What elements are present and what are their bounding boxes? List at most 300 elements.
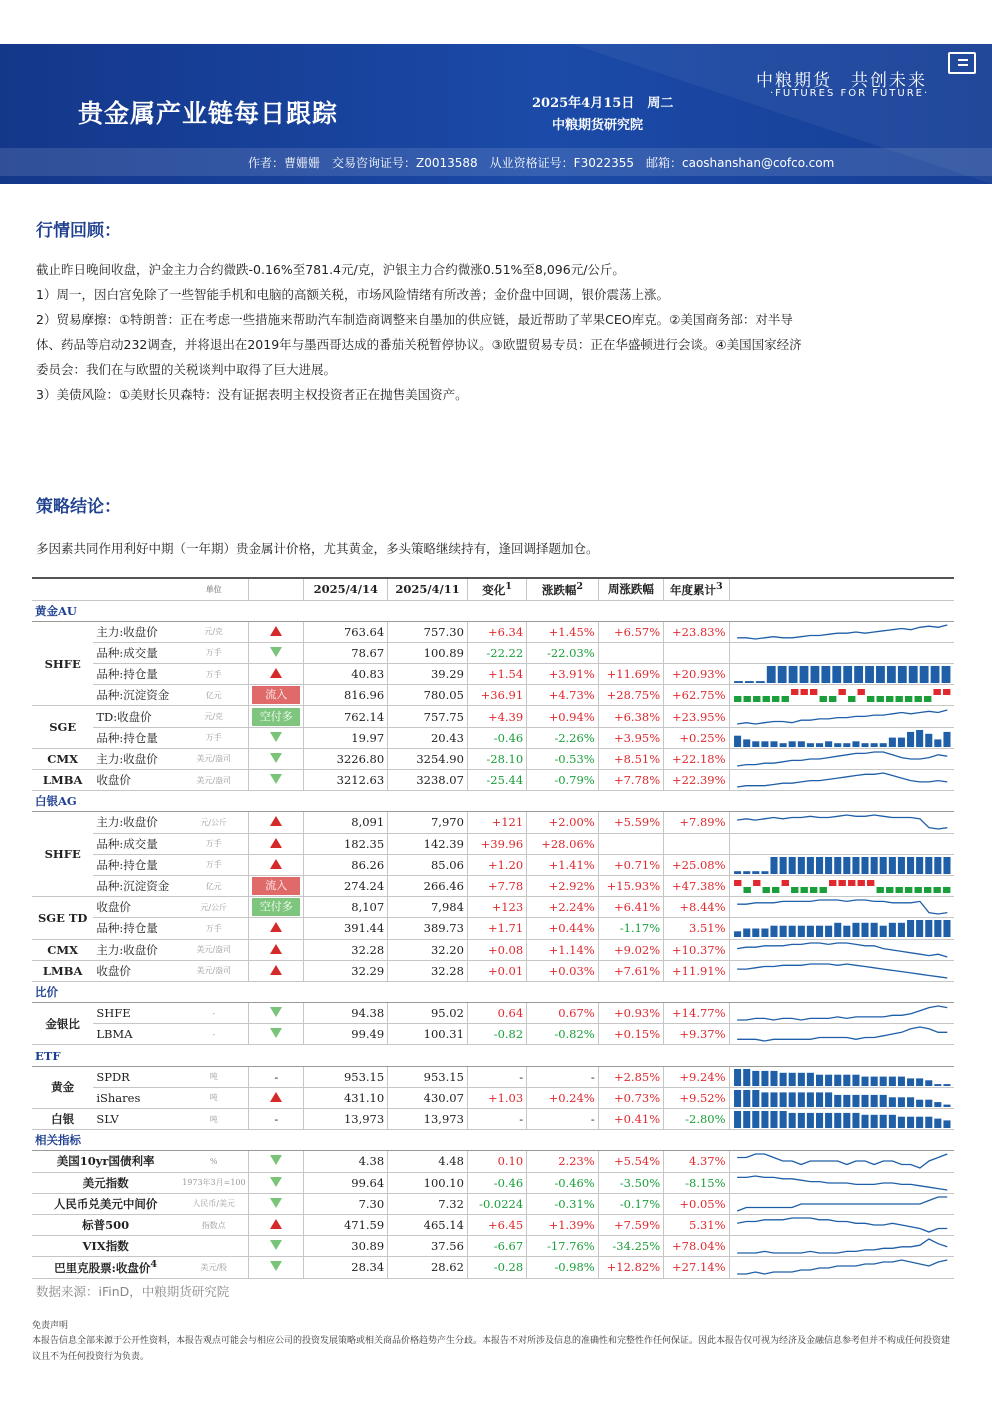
section-row [32,1130,954,1151]
indicator-label: 标普500 [82,1218,130,1233]
value-change: +1.20 [467,854,526,875]
sparkline-cell [729,939,954,960]
unit-label: 吨 [179,1087,249,1108]
value-pct: +1.41% [527,854,599,875]
value-week: +7.59% [598,1214,663,1235]
company-logo-text: 中粮期货 共创未来 [756,71,927,91]
direction-cell: - [249,1066,304,1087]
sparkline-bar [799,666,808,683]
sparkline-bar [888,737,895,746]
sparkline-path [737,1260,947,1274]
direction-cell [249,770,304,791]
value-date-2: 430.07 [388,1087,468,1108]
table-row [32,1257,954,1278]
sparkline-bar [870,1076,877,1085]
header-pct-label: 涨跌幅 [541,582,577,597]
review-line: 2）贸易摩擦：①特朗普：正在考虑一些措施来帮助汽车制造商调整来自墨加的供应链，最近帮助了苹果CEO库克。②美国商务部：对半导 [36,312,793,327]
header-pct [527,578,599,600]
sparkline-chart [733,962,951,980]
sparkline-path [737,752,947,766]
value-date-1: 99.49 [304,1024,388,1045]
sparkline-cell [729,1003,954,1024]
green-down-triangle-icon [270,732,282,742]
sparkline-cell [729,706,954,727]
sparkline-bar [770,1111,777,1128]
group-label: CMX [32,748,93,769]
sparkline-chart [733,813,951,831]
outflow-block [800,887,807,893]
sparkline-chart [733,729,951,747]
review-line: 委员会：我们在与欧盟的关税谈判中取得了巨大进展。 [36,362,337,377]
value-change: -28.10 [467,748,526,769]
header-unit: 单位 [179,578,249,600]
value-week: +7.61% [598,960,663,981]
indicator-label: 美元指数 [82,1175,129,1190]
value-pct: +2.92% [527,875,599,896]
header-change-label: 变化 [482,582,506,597]
sparkline-bar [743,1111,750,1128]
sparkline-bar [879,1076,886,1085]
value-change: -6.67 [467,1236,526,1257]
outflow-block [848,696,855,702]
value-week: +0.93% [598,1003,663,1024]
outflow-block [895,887,902,893]
value-week: +5.54% [598,1151,663,1172]
sparkline-bar [843,1113,850,1128]
header-date-1: 2025/4/14 [304,578,388,600]
value-week: +3.95% [598,727,663,748]
value-week: -0.17% [598,1193,663,1214]
table-row [32,854,954,875]
sparkline-bar [907,920,914,937]
value-ytd: +0.05% [664,1193,729,1214]
sparkline-bar [943,1105,950,1107]
sparkline-bar [916,730,923,747]
value-change: +1.71 [467,918,526,939]
sparkline-bar [806,1073,813,1086]
data-source: 数据来源：iFinD，中粮期货研究院 [36,1284,230,1299]
sparkline-cell [729,1193,954,1214]
sparkline-bar [925,734,932,747]
footnote-mark: 4 [150,1258,158,1270]
value-date-1: 8,091 [304,812,388,833]
sparkline-path [737,815,947,829]
sparkline-chart [733,686,951,704]
review-line: 1）周一，因白宫免除了一些智能手机和电脑的高额关税，市场风险情绪有所改善；金价盘中回调，银价震荡上涨。 [36,287,669,302]
sparkline-bar [925,920,932,937]
value-pct: +2.00% [527,812,599,833]
green-down-triangle-icon [270,1155,282,1165]
sparkline-bar [843,857,850,874]
value-ytd: -2.80% [664,1109,729,1130]
red-up-triangle-icon [270,1219,282,1229]
green-down-triangle-icon [270,1177,282,1187]
sparkline-bar [861,1115,868,1128]
value-change: -0.46 [467,1172,526,1193]
table-row [32,770,954,791]
sparkline-bar [752,1111,759,1128]
outflow-block [886,696,893,702]
item-label: 品种:沉淀资金 [93,875,179,896]
table-row [32,918,954,939]
sparkline-bar [816,1074,823,1085]
outflow-block [905,696,912,702]
table-row [32,833,954,854]
inflow-block [933,689,940,695]
sparkline-bar [897,923,904,937]
outflow-block [791,887,798,893]
sparkline-bar [825,1074,832,1085]
review-heading: 行情回顾： [36,221,121,241]
value-change: -0.28 [467,1257,526,1278]
sparkline-bar [907,1117,914,1128]
direction-cell [249,918,304,939]
sparkline-bar [916,1100,923,1107]
value-pct: -0.98% [527,1257,599,1278]
sparkline-chart [733,1237,951,1255]
sparkline-bar [752,929,759,938]
direction-cell [249,897,304,918]
unit-label: 元/克 [179,706,249,727]
value-ytd: +78.04% [664,1236,729,1257]
sparkline-bar [752,1071,759,1086]
value-pct: +0.03% [527,960,599,981]
value-date-2: 85.06 [388,854,468,875]
indicator-name [32,1193,179,1214]
sparkline-bar [943,1084,950,1086]
sparkline-bar [825,1092,832,1107]
sparkline-chart [733,941,951,959]
item-label: 收盘价 [93,960,179,981]
group-label: SGE [32,706,93,748]
sparkline-bar [788,666,797,683]
indicator-name [32,1236,179,1257]
table-row [32,621,954,642]
value-change: +36.91 [467,685,526,706]
header-spark-cell [729,578,954,600]
sparkline-chart [733,856,951,874]
outflow-block [886,887,893,893]
sparkline-bar [907,1078,914,1086]
value-date-2: 100.31 [388,1024,468,1045]
indicator-name [32,1214,179,1235]
value-date-1: 8,107 [304,897,388,918]
indicator-name [32,1172,179,1193]
sparkline-path [737,1006,947,1020]
sparkline-chart [733,1068,951,1086]
sparkline-bar [797,857,804,874]
sparkline-bar [888,923,895,937]
unit-label: 万手 [179,918,249,939]
value-date-1: 86.26 [304,854,388,875]
value-pct: -0.46% [527,1172,599,1193]
sparkline-bar [752,1090,759,1107]
sparkline-bar [888,1115,895,1128]
value-date-1: 30.89 [304,1236,388,1257]
sparkline-bar [834,1074,841,1085]
sparkline-bar [897,857,904,874]
sparkline-path [737,1176,947,1190]
sparkline-bar [752,741,759,747]
sparkline-bar [816,857,823,874]
value-change: 0.10 [467,1151,526,1172]
sparkline-cell [729,918,954,939]
value-ytd: +11.91% [664,960,729,981]
sparkline-bar [887,666,896,683]
value-week: +8.51% [598,748,663,769]
value-ytd: +62.75% [664,685,729,706]
sparkline-path [737,1197,947,1211]
value-date-2: 37.56 [388,1236,468,1257]
outflow-block [743,696,750,702]
sparkline-bar [934,857,941,874]
sparkline-bar [779,1073,786,1086]
sparkline-bar [919,666,928,683]
outflow-block [914,887,921,893]
table-row [32,812,954,833]
sparkline-bar [930,666,939,683]
indicator-name [32,1257,179,1278]
direction-cell [249,812,304,833]
value-ytd: +20.93% [664,664,729,685]
item-label: LBMA [93,1024,179,1045]
sparkline-bar [806,1113,813,1128]
direction-cell [249,960,304,981]
direction-cell [249,706,304,727]
sparkline-bar [843,666,852,683]
review-line: 体、药品等启动232调查，并将退出在2019年与墨西哥达成的番茄关税暂停协议。③欧盟贸易专员：正在华盛顿进行会谈。④美国国家经济 [36,337,802,352]
table-row [32,1109,954,1130]
sparkline-bar [861,1076,868,1085]
sparkline-bar [734,871,741,874]
strategy-heading: 策略结论： [36,497,121,517]
direction-cell [249,664,304,685]
sparkline-bar [770,1092,777,1107]
value-pct: -22.03% [527,642,599,663]
sparkline-bar [865,666,874,683]
section-row [32,981,954,1002]
green-down-triangle-icon [270,753,282,763]
item-label: 收盘价 [93,770,179,791]
item-label: 收盘价 [93,897,179,918]
item-label: SPDR [93,1066,179,1087]
value-week: +9.02% [598,939,663,960]
sparkline-bar [797,926,804,937]
inflow-block [753,880,760,886]
table-row [32,1066,954,1087]
direction-cell [249,854,304,875]
report-banner [0,44,992,184]
direction-cell [249,1172,304,1193]
value-ytd: +9.37% [664,1024,729,1045]
sparkline-bar [825,1113,832,1128]
sparkline-cell [729,1066,954,1087]
sparkline-chart [733,1174,951,1192]
value-change: -0.0224 [467,1193,526,1214]
unit-label: 美元/盎司 [179,770,249,791]
table-row [32,642,954,663]
table-row [32,664,954,685]
indicator-name [32,1151,179,1172]
sparkline-bar [788,926,795,937]
sparkline-bar [825,741,832,747]
sparkline-bar [897,1097,904,1107]
unit-label: - [179,1003,249,1024]
value-ytd: +47.38% [664,875,729,896]
outflow-block [867,696,874,702]
value-ytd [664,833,729,854]
value-change: +121 [467,812,526,833]
value-week: -34.25% [598,1236,663,1257]
value-pct: -0.53% [527,748,599,769]
sparkline-bar [852,923,859,937]
sparkline-cell [729,1087,954,1108]
value-week: +7.78% [598,770,663,791]
table-row [32,1151,954,1172]
indicator-label: VIX指数 [82,1239,129,1254]
sparkline-cell [729,812,954,833]
group-label: SGE TD [32,897,93,939]
value-week: +0.41% [598,1109,663,1130]
sparkline-bar [743,1069,750,1086]
outflow-block [781,696,788,702]
table-row [32,875,954,896]
value-change: - [467,1066,526,1087]
sparkline-bar [743,739,750,747]
value-date-1: 471.59 [304,1214,388,1235]
sparkline-bar [806,857,813,874]
direction-cell [249,875,304,896]
value-date-2: 7,984 [388,897,468,918]
unit-label: 亿元 [179,685,249,706]
value-week: +11.69% [598,664,663,685]
sparkline-bar [816,1113,823,1128]
inflow-block [829,880,836,886]
table-row [32,897,954,918]
header-ytd-label: 年度累计 [670,582,716,597]
sparkline-cell [729,960,954,981]
sparkline-cell [729,854,954,875]
value-date-1: 3226.80 [304,748,388,769]
value-ytd: +25.08% [664,854,729,875]
green-down-triangle-icon [270,1240,282,1250]
item-label: 品种:持仓量 [93,854,179,875]
sparkline-cell [729,748,954,769]
sparkline-bar [761,741,768,747]
sparkline-cell [729,1024,954,1045]
sparkline-bar [779,743,786,747]
value-date-2: 953.15 [388,1066,468,1087]
strategy-text: 多因素共同作用利好中期（一年期）贵金属计价格，尤其黄金，多头策略继续持有，逢回调择题加仓。 [36,541,599,556]
value-change: +6.34 [467,621,526,642]
sparkline-bar [788,1113,795,1128]
sparkline-bar [861,1095,868,1107]
value-date-1: 816.96 [304,685,388,706]
value-change: +7.78 [467,875,526,896]
sparkline-bar [943,857,950,874]
outflow-block [933,887,940,893]
value-date-2: 465.14 [388,1214,468,1235]
report-title: 贵金属产业链每日跟踪 [78,99,339,128]
group-label: CMX [32,939,93,960]
outflow-block [895,696,902,702]
item-label: SLV [93,1109,179,1130]
sparkline-bar [843,926,850,937]
value-week: +28.75% [598,685,663,706]
footnote-mark: 3 [716,580,723,592]
value-pct: -2.26% [527,727,599,748]
direction-cell [249,727,304,748]
group-label: 黄金 [32,1066,93,1108]
unit-label: % [179,1151,249,1172]
value-ytd: -8.15% [664,1172,729,1193]
value-change: -25.44 [467,770,526,791]
value-ytd: +10.37% [664,939,729,960]
sparkline-bar [777,666,786,683]
sparkline-bar [897,666,906,683]
sparkline-bar [843,743,850,747]
inflow-block [781,880,788,886]
inflow-block [867,880,874,886]
group-label: SHFE [32,812,93,897]
green-down-triangle-icon [270,1261,282,1271]
value-week [598,642,663,663]
red-up-triangle-icon [270,668,282,678]
value-change: 0.64 [467,1003,526,1024]
sparkline-chart [733,1110,951,1128]
value-pct: -0.82% [527,1024,599,1045]
table-row [32,1214,954,1235]
sparkline-bar [870,743,877,747]
sparkline-bar [916,1078,923,1086]
sparkline-bar [743,871,750,874]
sparkline-chart [733,898,951,916]
disclaimer-title: 免责声明 [32,1321,69,1331]
sparkline-path [737,1027,947,1041]
item-label: 品种:持仓量 [93,918,179,939]
inflow-block [800,689,807,695]
unit-label: 元/公斤 [179,812,249,833]
item-label: 主力:收盘价 [93,939,179,960]
item-label: TD:收盘价 [93,706,179,727]
sparkline-bar [852,1095,859,1107]
value-change: +4.39 [467,706,526,727]
sparkline-bar [907,1097,914,1107]
sparkline-bar [734,735,741,746]
table-row [32,727,954,748]
value-ytd: +9.52% [664,1087,729,1108]
sparkline-bar [943,732,950,747]
sparkline-bar [888,1076,895,1085]
value-change: +123 [467,897,526,918]
direction-cell [249,1257,304,1278]
company-slogan: ·FUTURES FOR FUTURE· [770,88,930,99]
sparkline-bar [816,743,823,747]
table-row [32,1087,954,1108]
sparkline-bar [843,1074,850,1085]
value-pct: 2.23% [527,1151,599,1172]
inflow-block [734,880,741,886]
sparkline-cell [729,1172,954,1193]
value-pct: -0.31% [527,1193,599,1214]
value-date-2: 95.02 [388,1003,468,1024]
table-row [32,939,954,960]
value-date-2: 32.28 [388,960,468,981]
value-pct: +2.24% [527,897,599,918]
sparkline-path [737,900,947,914]
sparkline-bar [734,932,741,938]
unit-label: 万手 [179,664,249,685]
